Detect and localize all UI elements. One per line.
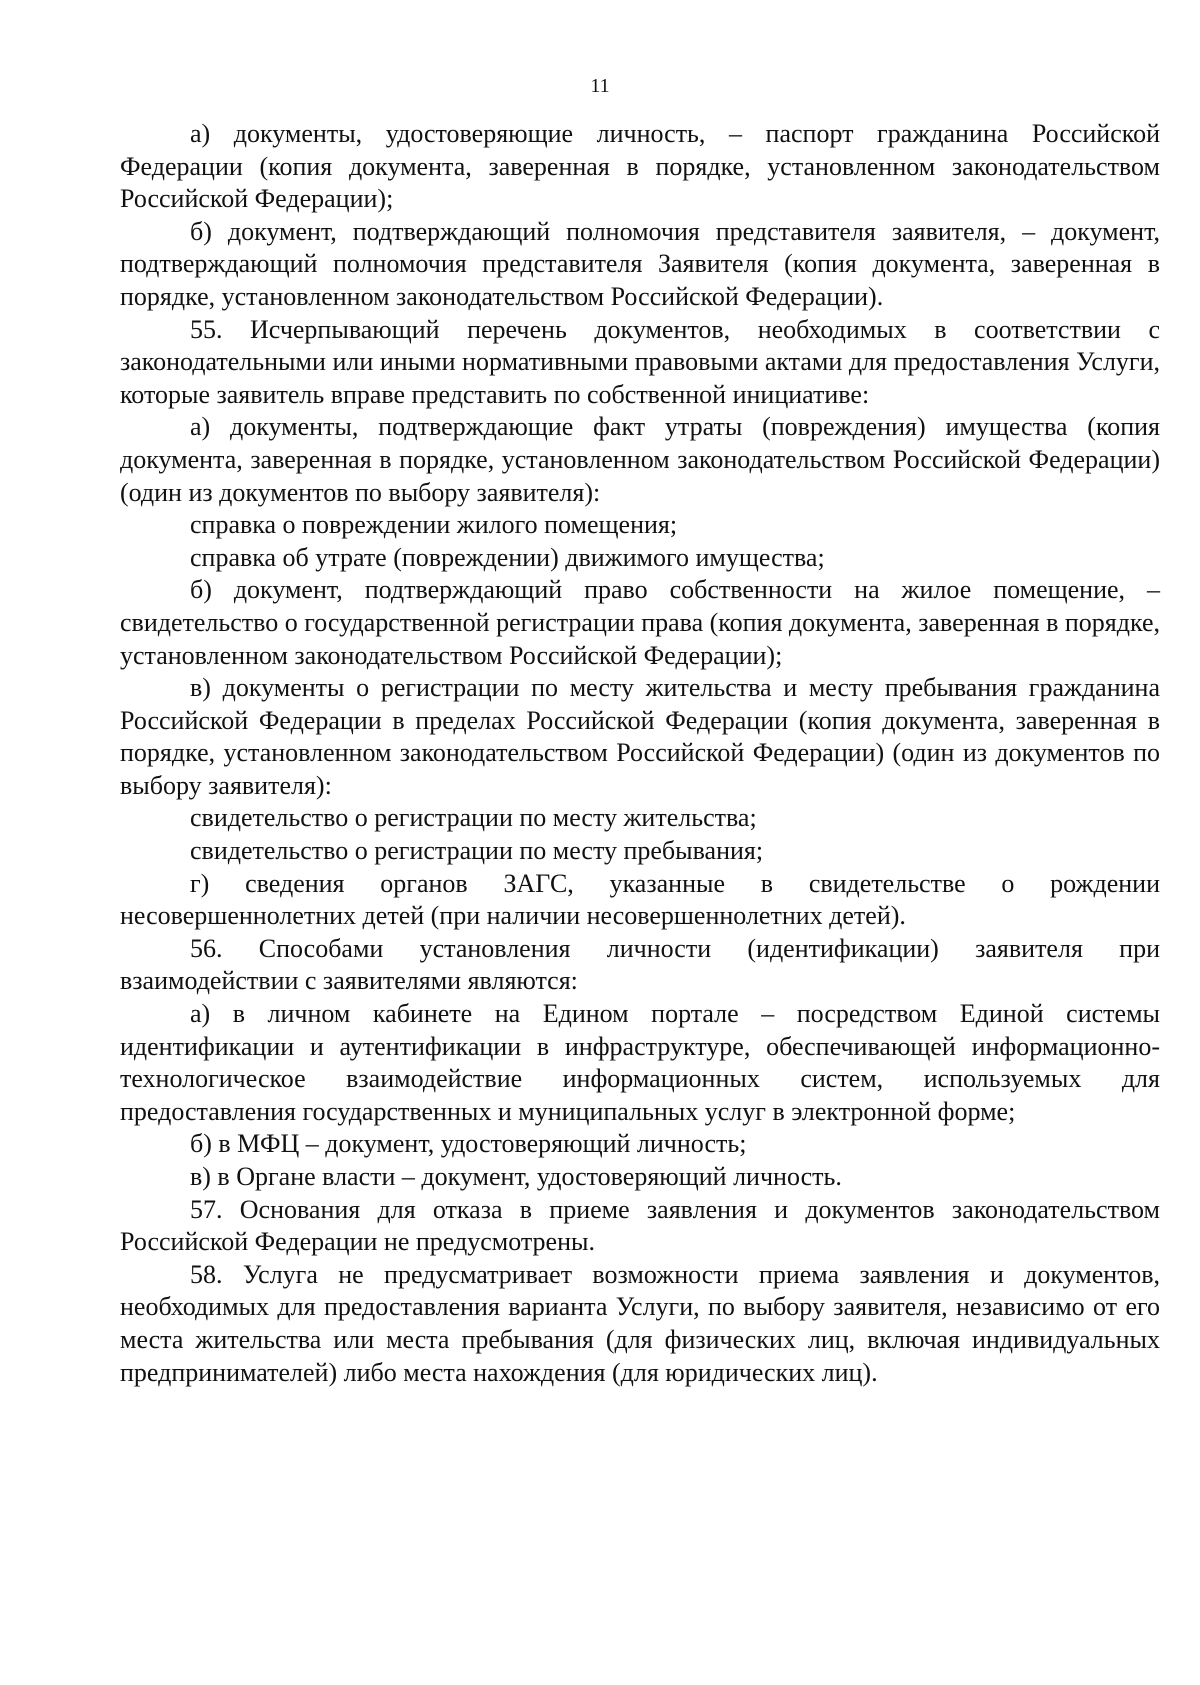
paragraph-56-heading: 56. Способами установления личности (идентификации) заявителя при взаимодействии с заявителями являются:: [120, 933, 1160, 996]
paragraph-movable-property-certificate: справка об утрате (повреждении) движимого имущества;: [190, 542, 825, 572]
document-body: [120, 118, 1160, 1389]
paragraph-housing-damage-certificate: справка о повреждении жилого помещения;: [190, 510, 678, 540]
paragraph-representative-authority: б) документ, подтверждающий полномочия представителя заявителя, – документ, подтверждающий полномочия представителя Заявителя (копия документа, заверенная в порядке, установленном законодательством Российской Федерации).: [120, 216, 1160, 311]
paragraph-stay-registration: свидетельство о регистрации по месту пребывания;: [190, 836, 764, 866]
paragraph-property-loss-documents: а) документы, подтверждающие факт утраты (повреждения) имущества (копия документа, заверенная в порядке, установленном законодательством Российской Федерации) (один из документов по выбору заявителя):: [120, 412, 1160, 507]
paragraph-ownership-document: б) документ, подтверждающий право собственности на жилое помещение, – свидетельство о государственной регистрации права (копия документа, заверенная в порядке, установленном законодательством Российской Федерации);: [120, 575, 1160, 670]
paragraph-zags-information: г) сведения органов ЗАГС, указанные в свидетельстве о рождении несовершеннолетних детей (при наличии несовершеннолетних детей).: [120, 868, 1160, 931]
paragraph-55-heading: 55. Исчерпывающий перечень документов, необходимых в соответствии с законодательными или иными нормативными правовыми актами для предоставления Услуги, которые заявитель вправе представить по собственной инициативе:: [120, 314, 1160, 409]
paragraph-58-extraterritorial: 58. Услуга не предусматривает возможности приема заявления и документов, необходимых для предоставления варианта Услуги, по выбору заявителя, независимо от его места жительства или места пребывания (для физических лиц, включая индивидуальных предпринимателей) либо места нахождения (для юридических лиц).: [120, 1259, 1160, 1387]
page-number: 11: [590, 75, 610, 97]
paragraph-personal-account-identification: а) в личном кабинете на Едином портале – посредством Единой системы идентификации и аутентификации в инфраструктуре, обеспечивающей информационно-технологическое взаимодействие информационных систем, используемых для предоставления государственных и муниципальных услуг в электронной форме;: [120, 999, 1160, 1126]
paragraph-registration-documents: в) документы о регистрации по месту жительства и месту пребывания гражданина Российской Федерации в пределах Российской Федерации (копия документа, заверенная в порядке, установленном законодательством Российской Федерации) (один из документов по выбору заявителя):: [120, 673, 1160, 800]
paragraph-mfc-identification: б) в МФЦ – документ, удостоверяющий личность;: [190, 1129, 747, 1159]
paragraph-57-refusal-grounds: 57. Основания для отказа в приеме заявления и документов законодательством Российской Федерации не предусмотрены.: [120, 1194, 1160, 1257]
paragraph-residence-registration: свидетельство о регистрации по месту жительства;: [190, 803, 757, 833]
paragraph-identity-documents: а) документы, удостоверяющие личность, – паспорт гражданина Российской Федерации (копия документа, заверенная в порядке, установленном законодательством Российской Федерации);: [120, 119, 1160, 214]
paragraph-authority-identification: в) в Органе власти – документ, удостоверяющий личность.: [190, 1162, 842, 1191]
